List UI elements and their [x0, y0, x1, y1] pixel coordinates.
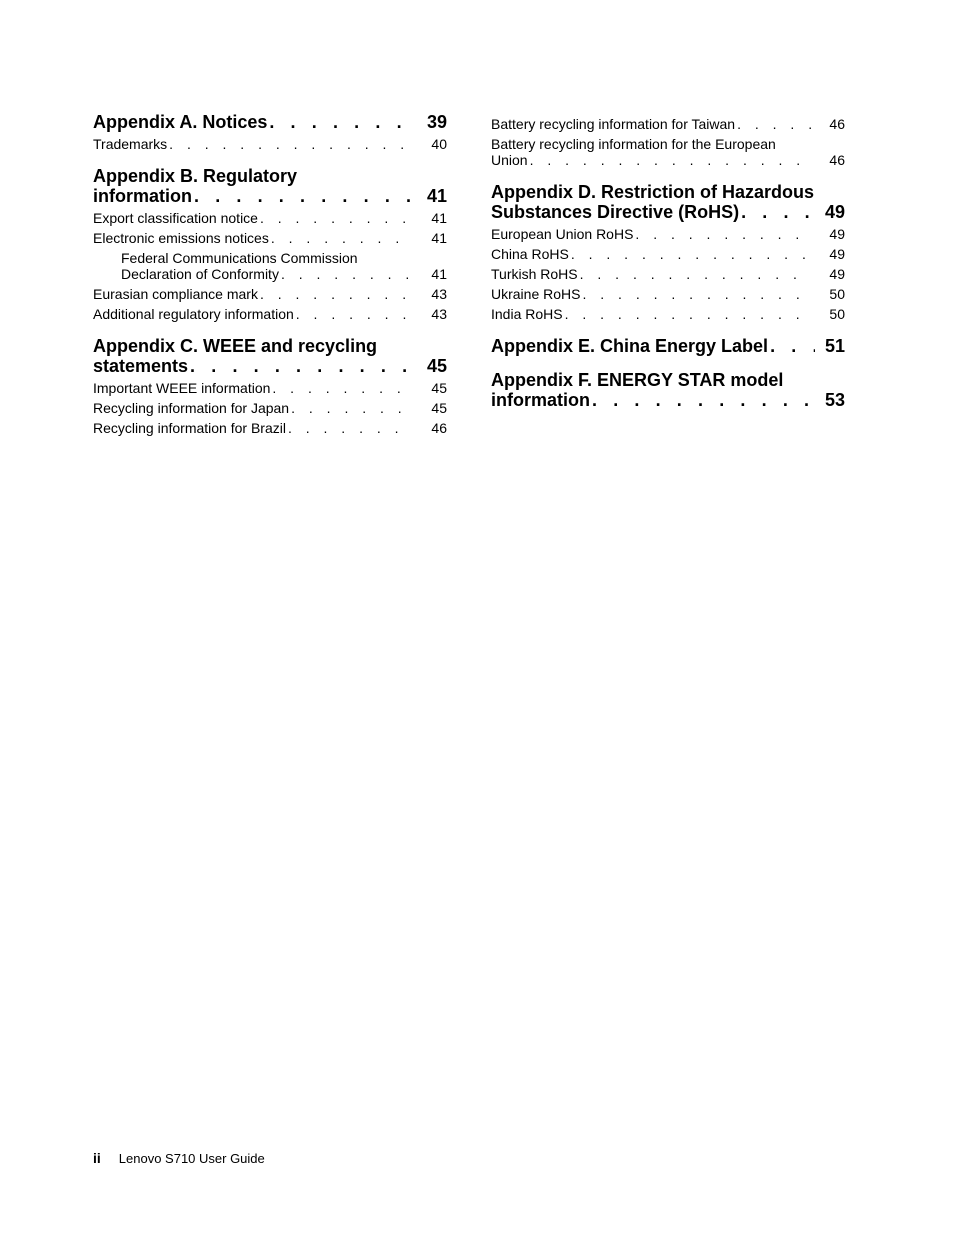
toc-leader-dots: [272, 380, 413, 396]
toc-entry-page-number: 41: [431, 230, 447, 246]
toc-entry-text: Recycling information for Brazil: [93, 420, 286, 436]
toc-leader-dots: [592, 390, 815, 410]
toc-leader-dots: [169, 136, 413, 152]
toc-heading-page-number: 51: [824, 336, 845, 356]
toc-entry-page-number: 43: [431, 306, 447, 322]
toc-heading-text: information: [491, 390, 590, 410]
toc-leader-dots: [194, 186, 417, 206]
toc-entry-text: Union: [491, 152, 528, 168]
toc-entry-text: Ukraine RoHS: [491, 286, 581, 302]
toc-entry[interactable]: [93, 136, 447, 152]
toc-entry-page-number: 41: [431, 210, 447, 226]
toc-entry-page-number: 46: [829, 152, 845, 168]
toc-section: [491, 370, 845, 410]
toc-entry[interactable]: [93, 250, 447, 282]
toc-entry-page-number: 49: [829, 226, 845, 242]
toc-heading-page-number: 39: [426, 112, 447, 132]
toc-entry[interactable]: [491, 116, 845, 132]
toc-heading-text: information: [93, 186, 192, 206]
toc-entry-text: Trademarks: [93, 136, 168, 152]
toc-entry-page-number: 49: [829, 246, 845, 262]
toc-entry-text: Eurasian compliance mark: [93, 286, 258, 302]
toc-entry[interactable]: [93, 420, 447, 436]
toc-entry-text: China RoHS: [491, 246, 569, 262]
toc-entry-page-number: 50: [829, 286, 845, 302]
toc-entry[interactable]: [93, 210, 447, 226]
toc-appendix-heading[interactable]: [491, 336, 845, 356]
toc-entry-text: Declaration of Conformity: [121, 266, 279, 282]
toc-leader-dots: [281, 266, 413, 282]
toc-entry-text: Battery recycling information for the European: [491, 136, 776, 152]
toc-entry-text: Recycling information for Japan: [93, 400, 290, 416]
toc-entry-page-number: 40: [431, 136, 447, 152]
toc-heading-text: Appendix D. Restriction of Hazardous: [491, 182, 815, 202]
toc-heading-text: Appendix E. China Energy Label: [491, 336, 769, 356]
toc-leader-dots: [565, 306, 811, 322]
toc-leader-dots: [741, 202, 815, 222]
toc-entry-page-number: 45: [431, 400, 447, 416]
toc-entry[interactable]: [491, 306, 845, 322]
toc-leader-dots: [190, 356, 417, 376]
toc-section: [491, 336, 845, 356]
toc-section: [93, 112, 447, 152]
toc-section: [93, 166, 447, 322]
toc-heading-page-number: 49: [824, 202, 845, 222]
toc-heading-text: Substances Directive (RoHS): [491, 202, 740, 222]
toc-leader-dots: [296, 306, 413, 322]
toc-leader-dots: [260, 210, 413, 226]
toc-section: [93, 336, 447, 436]
toc-heading-text: Appendix A. Notices: [93, 112, 268, 132]
toc-entry[interactable]: [93, 286, 447, 302]
toc-leader-dots: [271, 230, 413, 246]
toc-appendix-heading[interactable]: [491, 370, 845, 410]
toc-leader-dots: [737, 116, 811, 132]
toc-entry[interactable]: [491, 246, 845, 262]
toc-heading-text: statements: [93, 356, 189, 376]
footer-page-number: ii: [93, 1150, 101, 1166]
toc-appendix-heading[interactable]: [491, 182, 845, 222]
toc-entry-page-number: 50: [829, 306, 845, 322]
toc-entry[interactable]: [491, 136, 845, 168]
toc-column-right: [491, 112, 845, 424]
toc-entry-text: Federal Communications Commission: [121, 250, 358, 266]
toc-entry-text: Turkish RoHS: [491, 266, 578, 282]
footer-document-title: Lenovo S710 User Guide: [118, 1151, 265, 1166]
toc-entry-page-number: 49: [829, 266, 845, 282]
toc-entry[interactable]: [491, 266, 845, 282]
toc-heading-text: Appendix C. WEEE and recycling: [93, 336, 378, 356]
toc-appendix-heading[interactable]: [93, 112, 447, 132]
toc-entry-page-number: 45: [431, 380, 447, 396]
toc-entry[interactable]: [491, 286, 845, 302]
toc-leader-dots: [571, 246, 811, 262]
toc-leader-dots: [288, 420, 413, 436]
toc-entry-page-number: 43: [431, 286, 447, 302]
toc-entry-text: India RoHS: [491, 306, 563, 322]
page-footer: [93, 1150, 265, 1166]
toc-leader-dots: [580, 266, 811, 282]
toc-leader-dots: [770, 336, 815, 356]
toc-heading-text: Appendix F. ENERGY STAR model: [491, 370, 784, 390]
toc-entry[interactable]: [93, 380, 447, 396]
toc-entry[interactable]: [93, 230, 447, 246]
toc-entry[interactable]: [93, 400, 447, 416]
toc-leader-dots: [635, 226, 811, 242]
toc-entry[interactable]: [491, 226, 845, 242]
toc-entry-text: European Union RoHS: [491, 226, 634, 242]
toc-leader-dots: [530, 152, 811, 168]
toc-entry-text: Electronic emissions notices: [93, 230, 269, 246]
toc-section: [491, 116, 845, 168]
toc-entry-text: Important WEEE information: [93, 380, 271, 396]
toc-entry-text: Additional regulatory information: [93, 306, 294, 322]
toc-leader-dots: [260, 286, 413, 302]
toc-entry-page-number: 46: [829, 116, 845, 132]
toc-column-left: [93, 112, 447, 450]
toc-entry-text: Export classification notice: [93, 210, 258, 226]
toc-heading-text: Appendix B. Regulatory: [93, 166, 298, 186]
toc-entry-page-number: 41: [431, 266, 447, 282]
toc-leader-dots: [269, 112, 417, 132]
toc-leader-dots: [291, 400, 413, 416]
toc-heading-page-number: 45: [426, 356, 447, 376]
toc-section: [491, 182, 845, 322]
toc-heading-page-number: 53: [824, 390, 845, 410]
toc-entry-page-number: 46: [431, 420, 447, 436]
toc-appendix-heading[interactable]: [93, 166, 447, 206]
toc-appendix-heading[interactable]: [93, 336, 447, 376]
toc-entry-text: Battery recycling information for Taiwan: [491, 116, 736, 132]
toc-entry[interactable]: [93, 306, 447, 322]
toc-leader-dots: [582, 286, 811, 302]
toc-heading-page-number: 41: [426, 186, 447, 206]
